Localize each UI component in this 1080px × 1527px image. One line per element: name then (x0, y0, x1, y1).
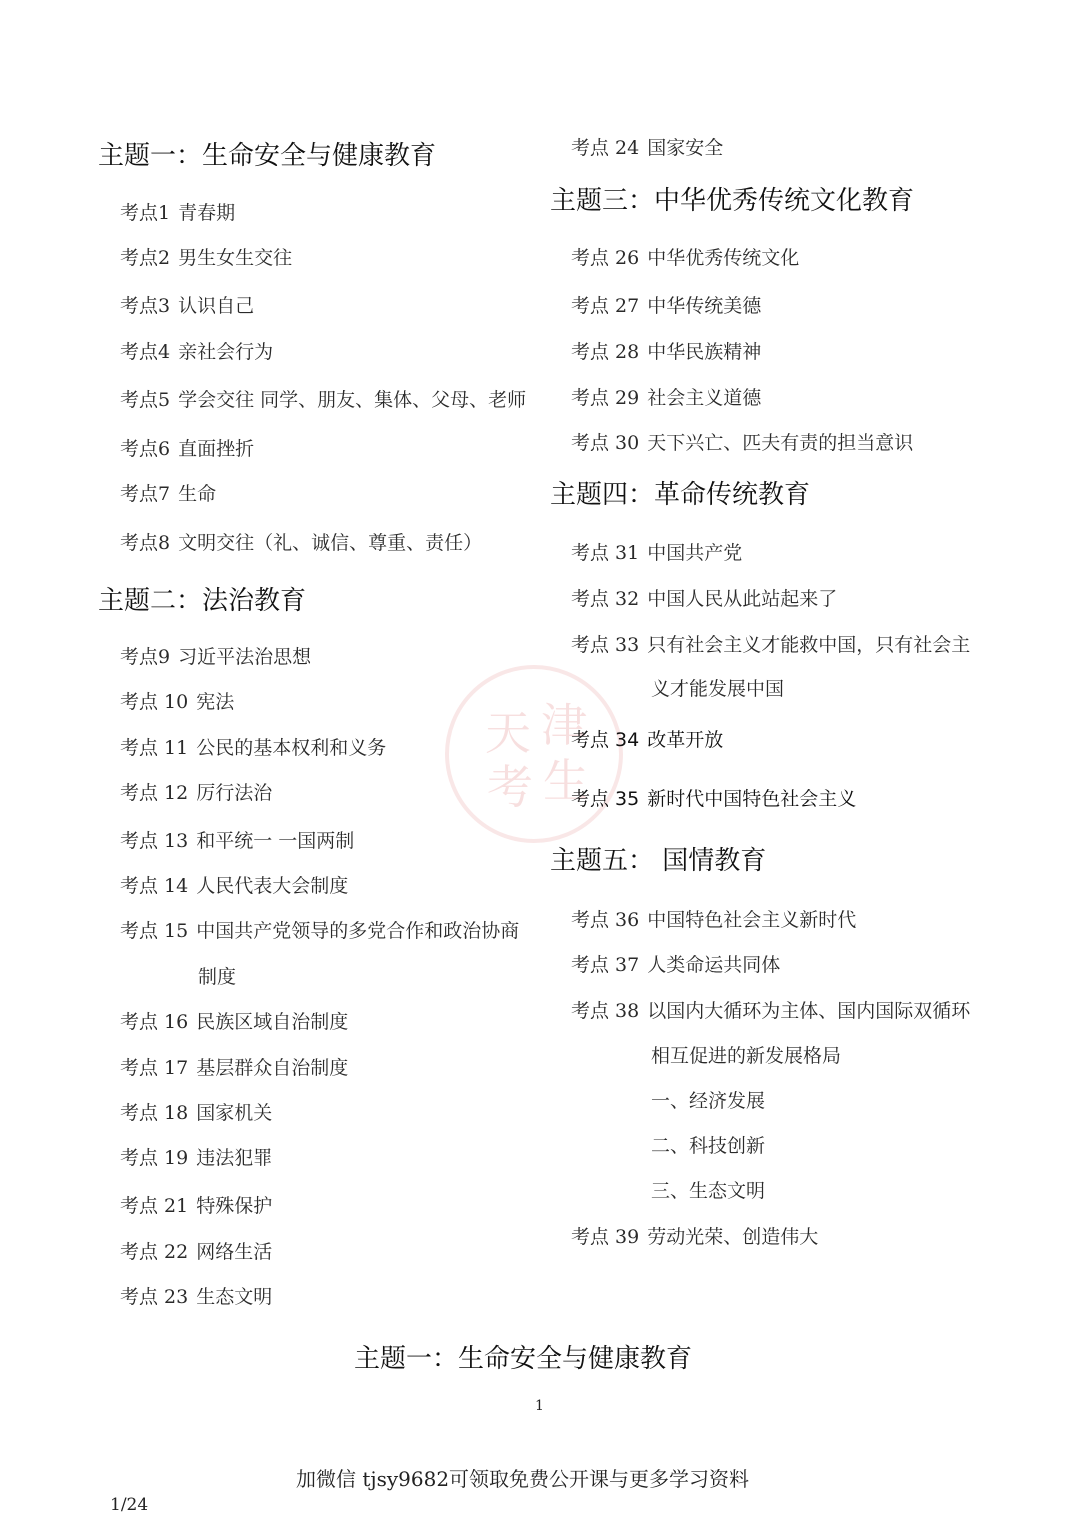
watermark-seal (445, 665, 623, 843)
exam-point-number: 考点 21 (120, 1195, 189, 1217)
exam-point-title: 违法犯罪 (196, 1147, 273, 1169)
watermark-char: 津 (541, 698, 587, 752)
exam-point-number: 考点6 (120, 438, 171, 460)
section-heading: 主题三：中华优秀传统文化教育 (550, 186, 915, 216)
exam-point-number: 考点 24 (571, 137, 640, 159)
exam-point-number: 考点 37 (571, 954, 640, 976)
exam-point-title: 以国内大循环为主体、国内国际双循环 (647, 1000, 971, 1022)
section-heading: 主题一：生命安全与健康教育 (98, 141, 437, 171)
exam-point-item (571, 725, 723, 752)
exam-point-item (571, 905, 856, 932)
item-continuation: 一、经济发展 (651, 1090, 766, 1112)
exam-point-title: 和平统一 一国两制 (196, 830, 355, 852)
exam-point-title: 习近平法治思想 (178, 646, 312, 668)
exam-point-title: 只有社会主义才能救中国，只有社会主 (647, 634, 971, 656)
exam-point-item (571, 996, 970, 1023)
exam-point-title: 人类命运共同体 (647, 954, 781, 976)
exam-point-number: 考点 33 (571, 634, 640, 656)
item-continuation: 三、生态文明 (651, 1180, 766, 1202)
exam-point-number: 考点 13 (120, 830, 189, 852)
exam-point-item (571, 243, 799, 270)
exam-point-item (120, 871, 348, 898)
exam-point-item (571, 538, 742, 565)
exam-point-title: 生态文明 (196, 1286, 273, 1308)
exam-point-item (120, 528, 482, 555)
exam-point-title: 社会主义道德 (647, 387, 762, 409)
exam-point-number: 考点 30 (571, 432, 640, 454)
exam-point-number: 考点 28 (571, 341, 640, 363)
exam-point-item (120, 1237, 272, 1264)
exam-point-title: 中华优秀传统文化 (647, 247, 800, 269)
exam-point-title: 国家安全 (647, 137, 724, 159)
exam-point-item (571, 383, 761, 410)
exam-point-item (571, 1222, 818, 1249)
exam-point-number: 考点 16 (120, 1011, 189, 1033)
exam-point-item (571, 784, 856, 811)
exam-point-title: 改革开放 (647, 729, 724, 751)
item-continuation: 制度 (198, 966, 237, 988)
exam-point-item (120, 916, 519, 943)
exam-point-item (571, 950, 780, 977)
exam-point-title: 网络生活 (196, 1241, 273, 1263)
exam-point-title: 中国共产党领导的多党合作和政治协商 (196, 920, 520, 942)
exam-point-title: 公民的基本权利和义务 (196, 737, 387, 759)
page-number: 1 (535, 1398, 544, 1414)
exam-point-title: 厉行法治 (196, 782, 273, 804)
exam-point-number: 考点 14 (120, 875, 189, 897)
exam-point-item (120, 778, 272, 805)
section-heading: 主题四：革命传统教育 (550, 480, 811, 510)
exam-point-item (120, 291, 254, 318)
item-continuation: 相互促进的新发展格局 (651, 1045, 842, 1067)
exam-point-title: 中华传统美德 (647, 295, 762, 317)
exam-point-item (120, 434, 254, 461)
exam-point-title: 宪法 (196, 691, 235, 713)
exam-point-title: 中国共产党 (647, 542, 743, 564)
section-heading: 主题五： 国情教育 (550, 846, 767, 876)
exam-point-title: 中国特色社会主义新时代 (647, 909, 857, 931)
exam-point-number: 考点 38 (571, 1000, 640, 1022)
exam-point-number: 考点 34 (571, 729, 640, 751)
exam-point-item (120, 385, 526, 412)
exam-point-item (120, 479, 216, 506)
exam-point-item (120, 198, 235, 225)
exam-point-title: 国家机关 (196, 1102, 273, 1124)
exam-point-item (571, 584, 837, 611)
page-indicator: 1/24 (110, 1495, 149, 1515)
exam-point-number: 考点8 (120, 532, 171, 554)
exam-point-title: 中国人民从此站起来了 (647, 588, 838, 610)
exam-point-number: 考点4 (120, 341, 171, 363)
exam-point-title: 学会交往 同学、朋友、集体、父母、老师 (178, 389, 527, 411)
exam-point-title: 认识自己 (178, 295, 255, 317)
exam-point-item (120, 826, 354, 853)
exam-point-number: 考点 22 (120, 1241, 189, 1263)
exam-point-item (120, 1282, 272, 1309)
exam-point-number: 考点 36 (571, 909, 640, 931)
exam-point-number: 考点9 (120, 646, 171, 668)
watermark-char: 天 (485, 706, 531, 760)
bottom-heading: 主题一：生命安全与健康教育 (354, 1344, 693, 1374)
exam-point-title: 男生女生交往 (178, 247, 293, 269)
exam-point-number: 考点1 (120, 202, 171, 224)
exam-point-title: 基层群众自治制度 (196, 1057, 349, 1079)
exam-point-number: 考点 32 (571, 588, 640, 610)
exam-point-title: 新时代中国特色社会主义 (647, 788, 857, 810)
exam-point-item (120, 1007, 348, 1034)
item-continuation: 义才能发展中国 (651, 678, 785, 700)
exam-point-number: 考点 10 (120, 691, 189, 713)
exam-point-item (571, 428, 913, 455)
exam-point-title: 天下兴亡、匹夫有责的担当意识 (647, 432, 914, 454)
exam-point-number: 考点 26 (571, 247, 640, 269)
exam-point-item (571, 630, 970, 657)
exam-point-number: 考点 39 (571, 1226, 640, 1248)
exam-point-item (120, 1098, 272, 1125)
exam-point-title: 特殊保护 (196, 1195, 273, 1217)
exam-point-title: 直面挫折 (178, 438, 255, 460)
exam-point-item (120, 642, 311, 669)
exam-point-number: 考点 23 (120, 1286, 189, 1308)
exam-point-item (120, 1191, 272, 1218)
exam-point-number: 考点 31 (571, 542, 640, 564)
exam-point-title: 劳动光荣、创造伟大 (647, 1226, 819, 1248)
exam-point-item (120, 1053, 348, 1080)
exam-point-number: 考点 27 (571, 295, 640, 317)
exam-point-title: 人民代表大会制度 (196, 875, 349, 897)
exam-point-number: 考点 12 (120, 782, 189, 804)
exam-point-item (571, 337, 761, 364)
footer-promo-text: 加微信 tjsy9682可领取免费公开课与更多学习资料 (296, 1467, 750, 1491)
exam-point-title: 青春期 (178, 202, 236, 224)
exam-point-item (120, 687, 234, 714)
exam-point-number: 考点7 (120, 483, 171, 505)
exam-point-number: 考点 29 (571, 387, 640, 409)
exam-point-number: 考点 15 (120, 920, 189, 942)
watermark-char: 生 (543, 754, 589, 808)
exam-point-item (571, 291, 761, 318)
exam-point-item (120, 243, 292, 270)
exam-point-item (120, 1143, 272, 1170)
exam-point-number: 考点 17 (120, 1057, 189, 1079)
section-heading: 主题二：法治教育 (98, 586, 307, 616)
exam-point-number: 考点 19 (120, 1147, 189, 1169)
exam-point-title: 中华民族精神 (647, 341, 762, 363)
exam-point-title: 文明交往（礼、诚信、尊重、责任） (178, 532, 483, 554)
exam-point-number: 考点5 (120, 389, 171, 411)
exam-point-title: 生命 (178, 483, 217, 505)
exam-point-title: 亲社会行为 (178, 341, 274, 363)
watermark-char: 考 (487, 760, 533, 814)
exam-point-item (120, 337, 273, 364)
exam-point-number: 考点 11 (120, 737, 189, 759)
exam-point-item (571, 133, 723, 160)
exam-point-title: 民族区域自治制度 (196, 1011, 349, 1033)
exam-point-number: 考点 18 (120, 1102, 189, 1124)
exam-point-number: 考点3 (120, 295, 171, 317)
item-continuation: 二、科技创新 (651, 1135, 766, 1157)
exam-point-item (120, 733, 386, 760)
exam-point-number: 考点2 (120, 247, 171, 269)
exam-point-number: 考点 35 (571, 788, 640, 810)
